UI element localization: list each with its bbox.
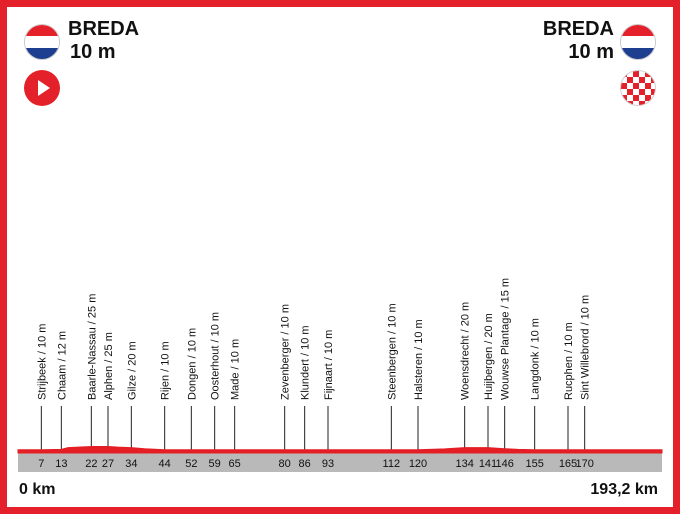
km-tick-label: 65 bbox=[228, 458, 241, 470]
waypoint-label: Chaam / 12 m bbox=[56, 330, 69, 400]
km-tick-label: 44 bbox=[158, 458, 171, 470]
km-tick-label: 165 bbox=[558, 458, 578, 470]
km-tick-label: 34 bbox=[125, 458, 138, 470]
km-tick-label: 170 bbox=[575, 458, 594, 470]
waypoint-label: Langdonk / 10 m bbox=[529, 318, 542, 400]
km-tick-label: 27 bbox=[101, 458, 115, 470]
km-tick-label: 52 bbox=[185, 458, 198, 470]
km-tick-label: 93 bbox=[321, 458, 335, 470]
waypoint-label: Klundert / 10 m bbox=[299, 325, 312, 400]
km-tick-label: 120 bbox=[408, 458, 428, 470]
waypoint-label: Zevenberger / 10 m bbox=[279, 304, 292, 400]
end-distance-label: 193,2 km bbox=[590, 481, 658, 498]
waypoint-label: Woensdrecht / 20 m bbox=[459, 301, 472, 400]
km-tick-label: 155 bbox=[525, 458, 544, 470]
waypoint-label: Fijnaart / 10 m bbox=[323, 329, 335, 400]
finish-place-name: BREDA bbox=[542, 18, 614, 40]
km-tick-label: 80 bbox=[278, 458, 291, 470]
waypoint-label: Made / 10 m bbox=[229, 338, 242, 400]
start-place-name: BREDA bbox=[68, 18, 140, 40]
km-tick-label: 22 bbox=[85, 458, 98, 470]
waypoint-label: Rucphen / 10 m bbox=[563, 322, 575, 400]
waypoint-label: Rijen / 10 m bbox=[159, 341, 172, 400]
waypoint-label: Strijbeek / 10 m bbox=[36, 323, 49, 400]
waypoint-label: Gilze / 20 m bbox=[126, 341, 139, 400]
waypoint-label: Sint Willebrord / 10 m bbox=[579, 294, 592, 400]
waypoint-label: Huijbergen / 20 m bbox=[483, 313, 495, 400]
finish-altitude: 10 m bbox=[568, 41, 614, 63]
waypoint-label: Steenbergen / 10 m bbox=[386, 303, 399, 400]
km-tick-label: 134 bbox=[455, 458, 474, 470]
start-distance-label: 0 km bbox=[19, 481, 56, 498]
waypoint-label: Wouwse Plantage / 15 m bbox=[499, 277, 512, 400]
waypoint-label: Baarle-Nassau / 25 m bbox=[86, 293, 99, 400]
waypoint-label: Oosterhout / 10 m bbox=[209, 311, 222, 400]
waypoint-label: Alphen / 25 m bbox=[103, 332, 115, 400]
km-tick-label: 59 bbox=[208, 458, 221, 470]
km-tick-label: 112 bbox=[382, 458, 401, 470]
waypoint-label: Halsteren / 10 m bbox=[413, 319, 425, 400]
km-tick-label: 13 bbox=[55, 458, 68, 470]
start-altitude: 10 m bbox=[70, 41, 116, 63]
km-tick-label: 7 bbox=[38, 458, 45, 470]
waypoint-label: Dongen / 10 m bbox=[186, 327, 199, 400]
km-tick-label: 141 bbox=[478, 458, 498, 470]
elevation-profile-area bbox=[18, 447, 662, 454]
km-tick-label: 146 bbox=[495, 458, 514, 470]
km-tick-label: 86 bbox=[298, 458, 311, 470]
